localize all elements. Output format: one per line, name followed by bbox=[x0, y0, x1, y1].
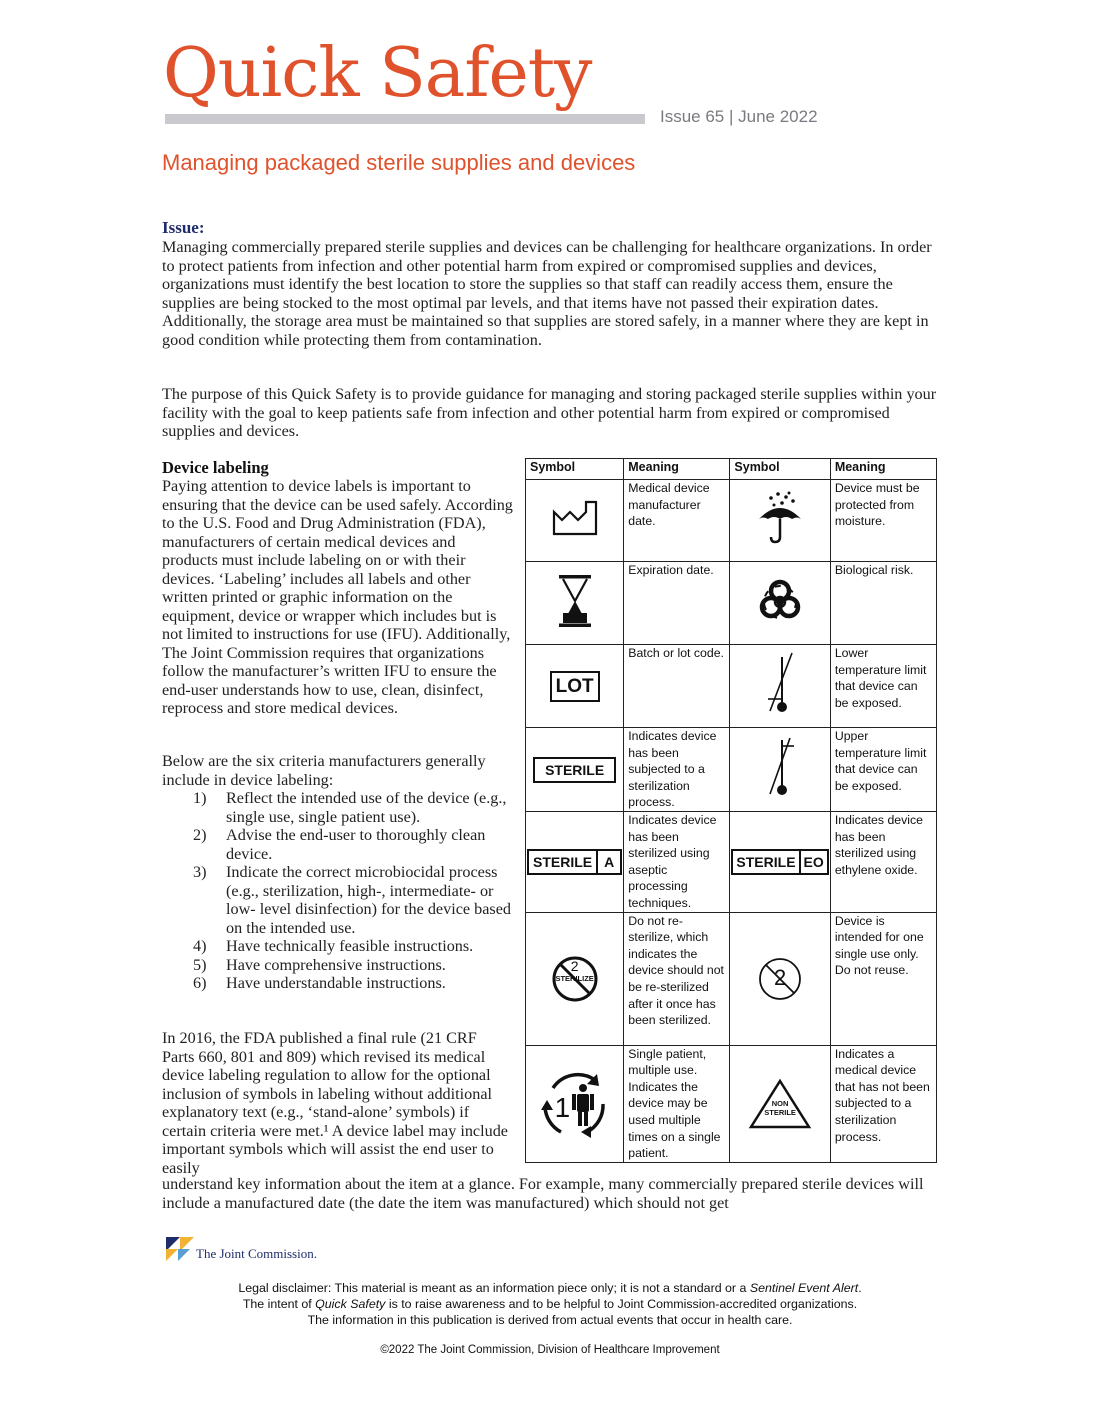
single-patient-multiple-use-icon bbox=[526, 1045, 624, 1162]
symbol-table bbox=[525, 458, 937, 1163]
sterile-a-label bbox=[527, 849, 622, 875]
header-symbol: Symbol bbox=[730, 459, 830, 480]
meaning-text: Upper temperature limit that device can be exposed. bbox=[834, 729, 927, 793]
meaning-text: Indicates device has been sterilized using ethylene oxide. bbox=[834, 813, 923, 877]
meaning-text: Device must be protected from moisture. bbox=[834, 481, 920, 529]
patient-number: 1 bbox=[554, 1091, 571, 1123]
criteria-number: 1) bbox=[193, 789, 207, 807]
criteria-item bbox=[193, 826, 513, 863]
criteria-item bbox=[193, 863, 513, 937]
table-row bbox=[526, 812, 937, 913]
meaning-text: Biological risk. bbox=[834, 563, 914, 577]
meaning-text: Single patient, multiple use. Indicates the device may be used multiple times on a single patient. bbox=[628, 1046, 721, 1161]
meaning-text: Batch or lot code. bbox=[628, 646, 724, 660]
single-use-icon bbox=[730, 912, 830, 1045]
non-word: NON bbox=[771, 1098, 789, 1108]
lot-label: LOT bbox=[550, 671, 600, 702]
issue-paragraph-1: Managing commercially prepared sterile supplies and devices can be challenging for healthcare organizations. In order to protect patients from infection and other potential harm from expired or compromised supplies and devices, organizations must identify the best location to store the supplies so that staff can readily access them, ensure the supplies are being stocked to the most optimal par levels, and that items have not passed their expiration dates. Additionally, the storage area must be maintained so that supplies are stored safely, in a manner where they are kept in good condition while protecting them from contamination. bbox=[162, 238, 932, 349]
disclaimer-line-3: The information in this publication is derived from actual events that occur in health care. bbox=[307, 1313, 793, 1327]
disclaimer-text: Legal disclaimer: This material is meant as an information piece only; it is not a standard or a bbox=[238, 1281, 750, 1295]
device-labeling-heading: Device labeling bbox=[162, 458, 269, 477]
disclaimer-italic: Quick Safety bbox=[315, 1297, 386, 1311]
symbol-table-header bbox=[526, 459, 937, 480]
table-row bbox=[526, 1045, 937, 1162]
resterilize-number: 2 bbox=[570, 957, 579, 974]
criteria-text: Advise the end-user to thoroughly clean device. bbox=[226, 826, 486, 863]
criteria-item bbox=[193, 974, 513, 993]
sterile-eo-letters: EO bbox=[799, 851, 827, 873]
fda-paragraph-continued: understand key information about the item at a glance. For example, many commercially prepared sterile devices will include a manufactured date (the date the item was manufactured) which should not get bbox=[162, 1175, 924, 1212]
meaning-text: Do not re-sterilize, which indicates the device should not be re-sterilized after it once has been sterilized. bbox=[628, 913, 724, 1028]
criteria-number: 6) bbox=[193, 974, 207, 992]
table-row bbox=[526, 912, 937, 1045]
criteria-item bbox=[193, 937, 513, 956]
disclaimer-line-1 bbox=[150, 1280, 950, 1296]
criteria-text: Have technically feasible instructions. bbox=[226, 937, 474, 955]
sterile-icon bbox=[526, 728, 624, 812]
device-labeling-paragraph: Paying attention to device labels is important to ensuring that the device can be used safely. According to the U.S. Food and Drug Administration (FDA), manufacturers of certain medical devices and products must include labeling on or with their devices. ‘Labeling’ includes all labels and other written printed or graphic information on the equipment, device or wrapper which includes but is not limited to instructions for use (IFU). Additionally, The Joint Commission requires that organizations follow the manufacturer’s written IFU to ensure the end-user understands how to use, clean, disinfect, reprocess and store medical devices. bbox=[162, 477, 513, 717]
keep-dry-umbrella-icon bbox=[730, 480, 830, 562]
criteria-number: 3) bbox=[193, 863, 207, 881]
expiration-hourglass-icon bbox=[526, 562, 624, 645]
legal-disclaimer bbox=[150, 1280, 950, 1328]
fda-paragraph: In 2016, the FDA published a final rule (21 CRF Parts 660, 801 and 809) which revised its medical device labeling regulation to allow for the optional inclusion of symbols in labeling without additional explanatory text (e.g., ‘stand-alone’ symbols) if certain criteria were met.¹ A device label may include important symbols which will assist the end user to easily bbox=[162, 1029, 508, 1177]
criteria-number: 5) bbox=[193, 955, 207, 974]
sterile-a-word: STERILE bbox=[533, 853, 593, 870]
header-symbol: Symbol bbox=[526, 459, 624, 480]
disclaimer-text: . bbox=[858, 1281, 862, 1295]
masthead-bar bbox=[165, 114, 645, 124]
page-subtitle: Managing packaged sterile supplies and devices bbox=[162, 150, 636, 175]
sterile-eo-word: STERILE bbox=[736, 853, 796, 870]
table-row bbox=[526, 562, 937, 645]
criteria-list bbox=[193, 789, 513, 993]
single-use-number: 2 bbox=[773, 964, 787, 990]
criteria-text: Have comprehensive instructions. bbox=[226, 955, 446, 974]
issue-paragraph-2: The purpose of this Quick Safety is to provide guidance for managing and storing packaged sterile supplies within your facility with the goal to keep patients safe from infection and other potential harm from expired or compromised supplies and devices. bbox=[162, 385, 937, 440]
manufacture-date-icon bbox=[526, 480, 624, 562]
disclaimer-italic: Sentinel Event Alert bbox=[749, 1281, 859, 1295]
criteria-text: Indicate the correct microbiocidal process (e.g., sterilization, high-, intermediate- or low- level disinfection) for the device based on the intended use. bbox=[226, 863, 511, 937]
masthead-title: Quick Safety bbox=[163, 34, 592, 113]
meaning-text: Medical device manufacturer date. bbox=[628, 481, 710, 529]
table-row bbox=[526, 480, 937, 562]
criteria-item bbox=[193, 789, 513, 826]
disclaimer-line-2 bbox=[150, 1296, 950, 1312]
copyright: ©2022 The Joint Commission, Division of Healthcare Improvement bbox=[380, 1344, 720, 1356]
do-not-resterilize-icon bbox=[526, 912, 624, 1045]
biohazard-icon bbox=[730, 562, 830, 645]
header-meaning: Meaning bbox=[830, 459, 936, 480]
upper-temperature-limit-icon bbox=[730, 728, 830, 812]
nonsterile-word: STERILE bbox=[764, 1107, 796, 1117]
table-row bbox=[526, 645, 937, 728]
sterile-ethylene-oxide-icon bbox=[730, 812, 830, 913]
table-row bbox=[526, 728, 937, 812]
criteria-text: Reflect the intended use of the device (e.g., single use, single patient use). bbox=[226, 789, 507, 826]
criteria-text: Have understandable instructions. bbox=[226, 974, 446, 992]
sterile-eo-label bbox=[731, 849, 828, 875]
logo-text: The Joint Commission. bbox=[196, 1246, 317, 1261]
issue-heading: Issue: bbox=[162, 218, 205, 237]
meaning-text: Indicates a medical device that has not been subjected to a sterilization process. bbox=[834, 1046, 930, 1144]
lot-code-icon bbox=[526, 645, 624, 728]
joint-commission-logo-icon bbox=[166, 1237, 196, 1267]
non-sterile-icon bbox=[730, 1045, 830, 1162]
sterile-label: STERILE bbox=[533, 757, 616, 783]
sterile-a-letter: A bbox=[596, 851, 620, 873]
criteria-item bbox=[193, 956, 513, 975]
sterile-aseptic-icon bbox=[526, 812, 624, 913]
criteria-number: 4) bbox=[193, 937, 207, 955]
meaning-text: Device is intended for one single use only. Do not reuse. bbox=[834, 913, 924, 978]
meaning-text: Expiration date. bbox=[628, 563, 714, 577]
disclaimer-text: is to raise awareness and to be helpful to Joint Commission-accredited organizations. bbox=[385, 1297, 858, 1311]
lower-temperature-limit-icon bbox=[730, 645, 830, 728]
header-meaning: Meaning bbox=[624, 459, 730, 480]
disclaimer-text: The intent of bbox=[242, 1297, 316, 1311]
meaning-text: Indicates device has been sterilized using aseptic processing techniques. bbox=[628, 813, 717, 910]
resterilize-word: STERILIZE bbox=[555, 973, 594, 983]
meaning-text: Indicates device has been subjected to a sterilization process. bbox=[628, 729, 717, 810]
issue-date: Issue 65 | June 2022 bbox=[660, 107, 818, 126]
meaning-text: Lower temperature limit that device can be exposed. bbox=[834, 646, 927, 710]
criteria-intro: Below are the six criteria manufacturers generally include in device labeling: bbox=[162, 752, 486, 789]
criteria-number: 2) bbox=[193, 826, 207, 844]
